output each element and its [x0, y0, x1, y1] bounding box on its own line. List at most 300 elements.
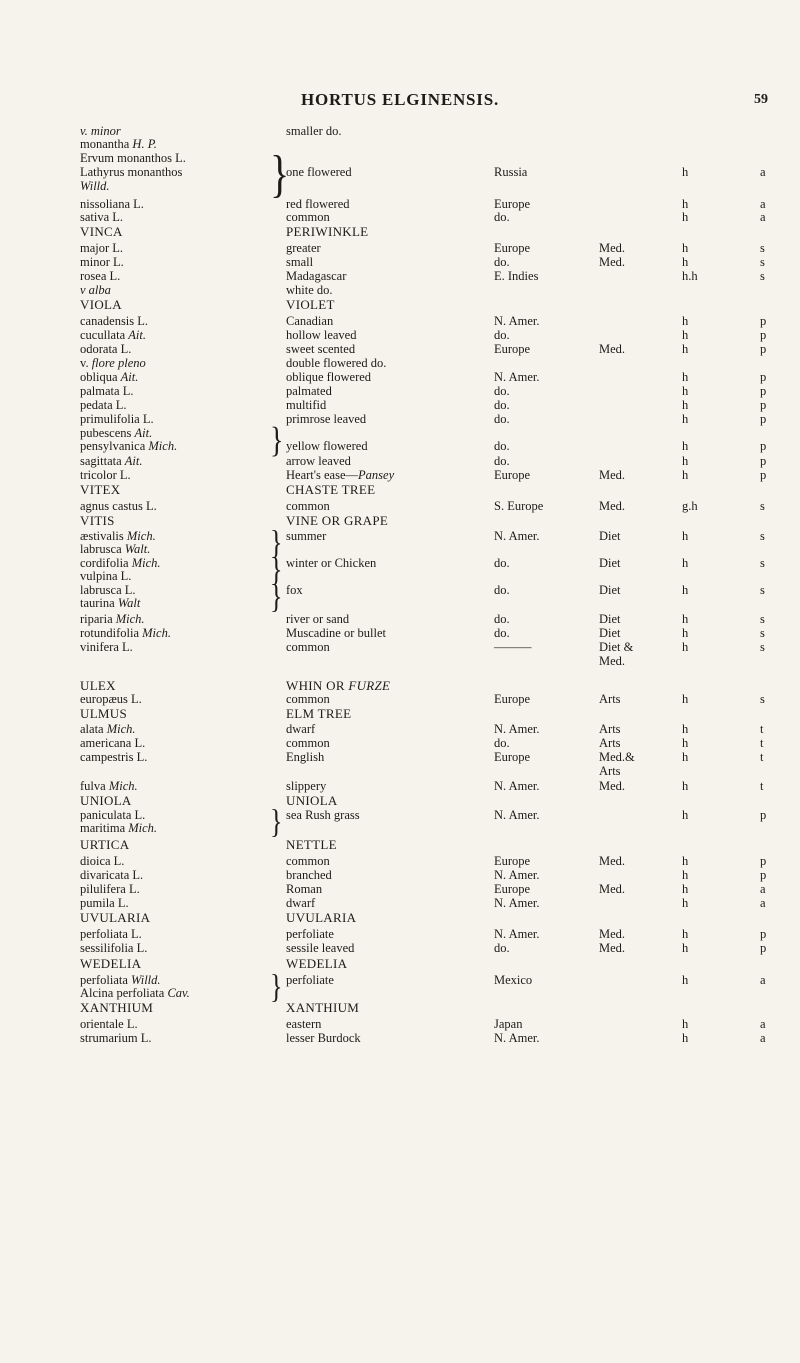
culture-cell: h [682, 1031, 689, 1045]
common-name-cell: sea Rush grass [286, 808, 360, 822]
culture-cell: h [682, 722, 689, 736]
common-name-cell: PERIWINKLE [286, 224, 369, 239]
duration-cell: p [760, 314, 767, 328]
species-row [0, 151, 800, 166]
botanical-name-cell: VINCA [80, 224, 123, 239]
species-row [0, 384, 800, 399]
grouping-brace: } [270, 420, 284, 461]
page-number: 59 [754, 92, 768, 107]
duration-cell: p [760, 808, 767, 822]
culture-cell: h [682, 241, 689, 255]
botanical-name-cell: pilulifera L. [80, 882, 140, 896]
culture-cell: h.h [682, 269, 698, 283]
botanical-name-cell: europæus L. [80, 692, 142, 706]
duration-cell: p [760, 941, 767, 955]
species-row [0, 654, 800, 669]
duration-cell: s [760, 255, 765, 269]
species-row [0, 764, 800, 779]
botanical-name-cell: rosea L. [80, 269, 121, 283]
botanical-name-cell: pumila L. [80, 896, 129, 910]
species-row [0, 499, 800, 514]
common-name-cell: VINE OR GRAPE [286, 513, 389, 528]
botanical-name-cell: vinifera L. [80, 640, 133, 654]
duration-cell: s [760, 269, 765, 283]
common-name-cell: sessile leaved [286, 941, 355, 955]
botanical-name-cell: tricolor L. [80, 468, 131, 482]
common-name-cell: slippery [286, 779, 327, 793]
botanical-name-cell: primulifolia L. [80, 412, 154, 426]
species-row [0, 612, 800, 627]
native-region-cell: do. [494, 612, 510, 626]
duration-cell: s [760, 626, 765, 640]
use-cell: Med. [599, 941, 626, 955]
species-row [0, 370, 800, 385]
use-cell: Diet [599, 583, 621, 597]
duration-cell: s [760, 556, 765, 570]
botanical-name-cell: Alcina perfoliata Cav. [80, 986, 190, 1000]
botanical-name-cell: cordifolia Mich. [80, 556, 161, 570]
genus-heading-row [0, 482, 800, 497]
native-region-cell: do. [494, 454, 510, 468]
use-cell: Med. [599, 499, 626, 513]
common-name-cell: dwarf [286, 896, 316, 910]
culture-cell: h [682, 454, 689, 468]
use-cell: Med. [599, 342, 626, 356]
species-row [0, 255, 800, 270]
culture-cell: h [682, 779, 689, 793]
native-region-cell: do. [494, 583, 510, 597]
botanical-name-cell: orientale L. [80, 1017, 138, 1031]
botanical-name-cell: major L. [80, 241, 124, 255]
species-row [0, 779, 800, 794]
native-region-cell: N. Amer. [494, 779, 540, 793]
botanical-name-cell: perfoliata Willd. [80, 973, 161, 987]
native-region-cell: Russia [494, 165, 528, 179]
native-region-cell: N. Amer. [494, 1031, 540, 1045]
culture-cell: h [682, 626, 689, 640]
species-row [0, 314, 800, 329]
botanical-name-cell: sagittata Ait. [80, 454, 143, 468]
culture-cell: h [682, 736, 689, 750]
native-region-cell: Europe [494, 197, 531, 211]
botanical-name-cell: vulpina L. [80, 569, 132, 583]
culture-cell: h [682, 197, 689, 211]
duration-cell: p [760, 439, 767, 453]
common-name-cell: smaller do. [286, 124, 342, 138]
common-name-cell: perfoliate [286, 927, 334, 941]
culture-cell: h [682, 165, 689, 179]
botanical-name-cell: canadensis L. [80, 314, 149, 328]
botanical-name-cell: odorata L. [80, 342, 132, 356]
common-name-cell: double flowered do. [286, 356, 387, 370]
common-name-cell: sweet scented [286, 342, 356, 356]
grouping-brace: } [270, 144, 290, 203]
duration-cell: p [760, 412, 767, 426]
species-row [0, 692, 800, 707]
native-region-cell: N. Amer. [494, 896, 540, 910]
species-row [0, 626, 800, 641]
duration-cell: s [760, 640, 765, 654]
culture-cell: h [682, 468, 689, 482]
native-region-cell: do. [494, 398, 510, 412]
common-name-cell: Canadian [286, 314, 334, 328]
duration-cell: p [760, 342, 767, 356]
botanical-name-cell: rotundifolia Mich. [80, 626, 171, 640]
botanical-name-cell: ULEX [80, 678, 116, 693]
botanical-name-cell: VITEX [80, 482, 121, 497]
botanical-name-cell: UNIOLA [80, 793, 132, 808]
duration-cell: p [760, 454, 767, 468]
native-region-cell: do. [494, 328, 510, 342]
grouping-brace: } [270, 523, 283, 562]
native-region-cell: Europe [494, 882, 531, 896]
culture-cell: h [682, 640, 689, 654]
common-name-cell: common [286, 736, 330, 750]
species-row [0, 1031, 800, 1046]
duration-cell: p [760, 328, 767, 342]
botanical-name-cell: labrusca L. [80, 583, 136, 597]
duration-cell: a [760, 896, 766, 910]
botanical-name-cell: divaricata L. [80, 868, 144, 882]
culture-cell: h [682, 529, 689, 543]
duration-cell: p [760, 868, 767, 882]
native-region-cell: do. [494, 255, 510, 269]
use-cell: Diet [599, 529, 621, 543]
species-row [0, 356, 800, 371]
common-name-cell: WEDELIA [286, 956, 348, 971]
duration-cell: a [760, 165, 766, 179]
native-region-cell: N. Amer. [494, 722, 540, 736]
duration-cell: a [760, 882, 766, 896]
common-name-cell: small [286, 255, 314, 269]
use-cell: Arts [599, 722, 621, 736]
common-name-cell: UVULARIA [286, 910, 357, 925]
use-cell: Diet [599, 626, 621, 640]
botanical-name-cell: taurina Walt [80, 596, 141, 610]
common-name-cell: eastern [286, 1017, 322, 1031]
common-name-cell: greater [286, 241, 321, 255]
species-row [0, 1017, 800, 1032]
common-name-cell: arrow leaved [286, 454, 351, 468]
common-name-cell: Madagascar [286, 269, 347, 283]
duration-cell: a [760, 1017, 766, 1031]
native-region-cell: do. [494, 941, 510, 955]
species-row [0, 165, 800, 180]
common-name-cell: common [286, 640, 330, 654]
native-region-cell: do. [494, 736, 510, 750]
grouping-brace: } [270, 550, 283, 589]
common-name-cell: Heart's ease—Pansey [286, 468, 395, 482]
culture-cell: h [682, 384, 689, 398]
duration-cell: a [760, 1031, 766, 1045]
native-region-cell: N. Amer. [494, 529, 540, 543]
common-name-cell: common [286, 499, 330, 513]
botanical-name-cell: v. minor [80, 124, 121, 138]
culture-cell: h [682, 255, 689, 269]
species-row [0, 283, 800, 298]
culture-cell: h [682, 808, 689, 822]
botanical-name-cell: pubescens Ait. [80, 426, 153, 440]
genus-heading-row [0, 956, 800, 971]
botanical-name-cell: UVULARIA [80, 910, 151, 925]
grouping-brace: } [270, 967, 283, 1006]
native-region-cell: do. [494, 210, 510, 224]
species-row [0, 179, 800, 194]
native-region-cell: N. Amer. [494, 868, 540, 882]
botanical-name-cell: æstivalis Mich. [80, 529, 156, 543]
botanical-name-cell: Willd. [80, 179, 110, 193]
species-row [0, 542, 800, 557]
common-name-cell: lesser Burdock [286, 1031, 361, 1045]
botanical-name-cell: perfoliata L. [80, 927, 142, 941]
duration-cell: p [760, 398, 767, 412]
culture-cell: h [682, 927, 689, 941]
native-region-cell: do. [494, 439, 510, 453]
common-name-cell: UNIOLA [286, 793, 338, 808]
species-row [0, 941, 800, 956]
culture-cell: h [682, 750, 689, 764]
culture-cell: h [682, 556, 689, 570]
common-name-cell: perfoliate [286, 973, 334, 987]
botanical-name-cell: v alba [80, 283, 111, 297]
botanical-name-cell: nissoliana L. [80, 197, 144, 211]
species-row [0, 821, 800, 836]
botanical-name-cell: VITIS [80, 513, 115, 528]
duration-cell: s [760, 692, 765, 706]
native-region-cell: Europe [494, 468, 531, 482]
culture-cell: g.h [682, 499, 698, 513]
common-name-cell: Muscadine or bullet [286, 626, 386, 640]
botanical-name-cell: riparia Mich. [80, 612, 145, 626]
culture-cell: h [682, 398, 689, 412]
genus-heading-row [0, 1000, 800, 1015]
species-row [0, 342, 800, 357]
species-row [0, 736, 800, 751]
botanical-name-cell: sativa L. [80, 210, 124, 224]
species-row [0, 269, 800, 284]
species-row [0, 722, 800, 737]
botanical-name-cell: alata Mich. [80, 722, 136, 736]
culture-cell: h [682, 868, 689, 882]
use-cell: Arts [599, 736, 621, 750]
species-row [0, 896, 800, 911]
common-name-cell: VIOLET [286, 297, 335, 312]
native-region-cell: do. [494, 626, 510, 640]
use-cell: Diet [599, 612, 621, 626]
species-row [0, 569, 800, 584]
page-title: HORTUS ELGINENSIS. [300, 90, 500, 109]
botanical-name-cell: URTICA [80, 837, 130, 852]
common-name-cell: yellow flowered [286, 439, 368, 453]
botanical-name-cell: monantha H. P. [80, 137, 157, 151]
botanical-name-cell: WEDELIA [80, 956, 142, 971]
native-region-cell: N. Amer. [494, 370, 540, 384]
botanical-name-cell: cucullata Ait. [80, 328, 146, 342]
culture-cell: h [682, 896, 689, 910]
grouping-brace: } [270, 802, 283, 841]
species-row [0, 412, 800, 427]
use-cell: Med.& [599, 750, 635, 764]
common-name-cell: primrose leaved [286, 412, 367, 426]
genus-heading-row [0, 910, 800, 925]
genus-heading-row [0, 837, 800, 852]
species-row [0, 986, 800, 1001]
species-row [0, 882, 800, 897]
species-row [0, 750, 800, 765]
botanical-name-cell: maritima Mich. [80, 821, 158, 835]
common-name-cell: common [286, 854, 330, 868]
use-cell: Arts [599, 764, 621, 778]
species-row [0, 241, 800, 256]
use-cell: Med. [599, 927, 626, 941]
culture-cell: h [682, 973, 689, 987]
botanical-name-cell: labrusca Walt. [80, 542, 151, 556]
use-cell: Med. [599, 255, 626, 269]
duration-cell: p [760, 468, 767, 482]
botanical-name-cell: Lathyrus monanthos [80, 165, 183, 179]
use-cell: Med. [599, 468, 626, 482]
native-region-cell: Europe [494, 692, 531, 706]
native-region-cell: Europe [494, 241, 531, 255]
botanical-name-cell: paniculata L. [80, 808, 146, 822]
native-region-cell: Mexico [494, 973, 533, 987]
common-name-cell: English [286, 750, 325, 764]
common-name-cell: ELM TREE [286, 706, 352, 721]
genus-heading-row [0, 678, 800, 693]
duration-cell: t [760, 750, 764, 764]
native-region-cell: Japan [494, 1017, 523, 1031]
common-name-cell: one flowered [286, 165, 352, 179]
botanical-name-cell: ULMUS [80, 706, 128, 721]
common-name-cell: red flowered [286, 197, 350, 211]
culture-cell: h [682, 1017, 689, 1031]
botanical-name-cell: VIOLA [80, 297, 122, 312]
botanical-name-cell: XANTHIUM [80, 1000, 154, 1015]
species-row [0, 439, 800, 454]
botanical-name-cell: americana L. [80, 736, 146, 750]
common-name-cell: NETTLE [286, 837, 337, 852]
species-row [0, 454, 800, 469]
use-cell: Med. [599, 882, 626, 896]
botanical-name-cell: minor L. [80, 255, 124, 269]
botanical-name-cell: v. flore pleno [80, 356, 146, 370]
use-cell: Med. [599, 854, 626, 868]
species-row [0, 468, 800, 483]
native-region-cell: Europe [494, 342, 531, 356]
culture-cell: h [682, 692, 689, 706]
common-name-cell: CHASTE TREE [286, 482, 376, 497]
culture-cell: h [682, 583, 689, 597]
common-name-cell: white do. [286, 283, 333, 297]
common-name-cell: branched [286, 868, 332, 882]
culture-cell: h [682, 439, 689, 453]
plant-catalogue-table [0, 124, 800, 1334]
culture-cell: h [682, 314, 689, 328]
duration-cell: s [760, 241, 765, 255]
duration-cell: p [760, 854, 767, 868]
species-row [0, 137, 800, 152]
native-region-cell: do. [494, 412, 510, 426]
native-region-cell: do. [494, 384, 510, 398]
common-name-cell: dwarf [286, 722, 316, 736]
common-name-cell: WHIN OR FURZE [286, 678, 391, 693]
culture-cell: h [682, 854, 689, 868]
common-name-cell: palmated [286, 384, 332, 398]
species-row [0, 328, 800, 343]
botanical-name-cell: campestris L. [80, 750, 148, 764]
native-region-cell: S. Europe [494, 499, 544, 513]
species-row [0, 596, 800, 611]
species-row [0, 868, 800, 883]
botanical-name-cell: Ervum monanthos L. [80, 151, 186, 165]
duration-cell: s [760, 583, 765, 597]
common-name-cell: common [286, 692, 330, 706]
common-name-cell: river or sand [286, 612, 350, 626]
common-name-cell: fox [286, 583, 303, 597]
botanical-name-cell: obliqua Ait. [80, 370, 139, 384]
common-name-cell: XANTHIUM [286, 1000, 360, 1015]
species-row [0, 210, 800, 225]
native-region-cell: E. Indies [494, 269, 539, 283]
native-region-cell: N. Amer. [494, 314, 540, 328]
genus-heading-row [0, 513, 800, 528]
duration-cell: a [760, 973, 766, 987]
species-row [0, 927, 800, 942]
genus-heading-row [0, 706, 800, 721]
common-name-cell: hollow leaved [286, 328, 357, 342]
duration-cell: t [760, 779, 764, 793]
duration-cell: p [760, 927, 767, 941]
common-name-cell: Roman [286, 882, 323, 896]
culture-cell: h [682, 882, 689, 896]
species-row [0, 398, 800, 413]
botanical-name-cell: strumarium L. [80, 1031, 152, 1045]
native-region-cell: Europe [494, 854, 531, 868]
use-cell: Diet [599, 556, 621, 570]
botanical-name-cell: dioica L. [80, 854, 125, 868]
culture-cell: h [682, 210, 689, 224]
culture-cell: h [682, 412, 689, 426]
common-name-cell: common [286, 210, 330, 224]
culture-cell: h [682, 342, 689, 356]
culture-cell: h [682, 328, 689, 342]
duration-cell: p [760, 384, 767, 398]
duration-cell: p [760, 370, 767, 384]
species-row [0, 854, 800, 869]
common-name-cell: winter or Chicken [286, 556, 377, 570]
genus-heading-row [0, 224, 800, 239]
native-region-cell: do. [494, 556, 510, 570]
botanical-name-cell: sessilifolia L. [80, 941, 148, 955]
common-name-cell: oblique flowered [286, 370, 372, 384]
botanical-name-cell: palmata L. [80, 384, 134, 398]
culture-cell: h [682, 370, 689, 384]
duration-cell: a [760, 210, 766, 224]
use-cell: Med. [599, 654, 626, 668]
native-region-cell: N. Amer. [494, 927, 540, 941]
duration-cell: a [760, 197, 766, 211]
botanical-name-cell: pensylvanica Mich. [80, 439, 178, 453]
common-name-cell: summer [286, 529, 327, 543]
genus-heading-row [0, 297, 800, 312]
use-cell: Arts [599, 692, 621, 706]
use-cell: Med. [599, 779, 626, 793]
duration-cell: t [760, 722, 764, 736]
page-header [0, 90, 800, 120]
duration-cell: s [760, 612, 765, 626]
use-cell: Diet & [599, 640, 634, 654]
culture-cell: h [682, 941, 689, 955]
